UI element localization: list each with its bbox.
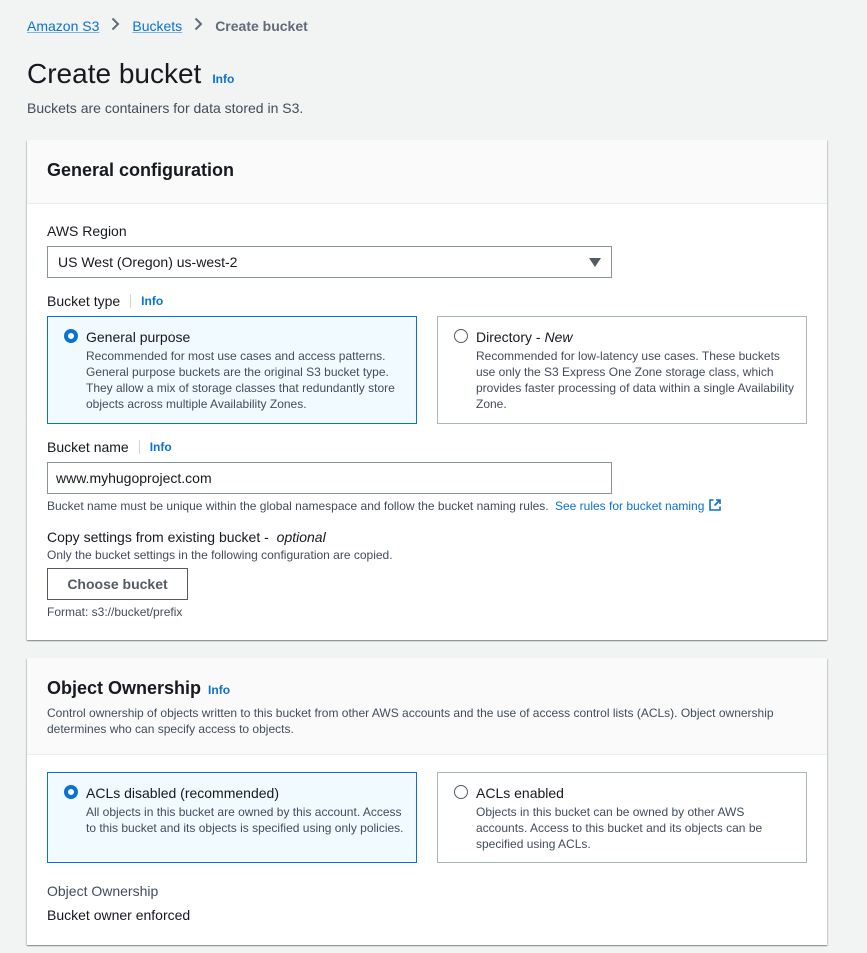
acls-disabled-title: ACLs disabled (recommended) <box>86 785 279 801</box>
bucket-name-info-link[interactable]: Info <box>149 440 172 454</box>
general-purpose-title-text: General purpose <box>86 329 191 345</box>
bucket-name-label <box>47 439 172 455</box>
general-purpose-radio[interactable] <box>64 329 78 343</box>
acls-enabled-radio[interactable] <box>454 785 468 799</box>
page-title-text: Create bucket <box>27 58 202 89</box>
acls-disabled-desc: All objects in this bucket are owned by this account. Access to this bucket and its objects is specified using only policies. <box>86 805 404 835</box>
page-info-link[interactable]: Info <box>212 72 235 86</box>
page-description: Buckets are containers for data stored in S3. <box>27 100 304 116</box>
general-configuration-panel <box>27 140 827 640</box>
object-ownership-panel <box>27 658 827 945</box>
general-configuration-title: General configuration <box>47 160 235 180</box>
bucket-naming-rules-link[interactable] <box>555 499 704 513</box>
object-ownership-title-text: Object Ownership <box>47 678 202 698</box>
breadcrumb-amazon-s3[interactable]: Amazon S3 <box>27 17 100 34</box>
general-configuration-header <box>27 140 827 204</box>
copy-settings-hint: Only the bucket settings in the following configuration are copied. <box>47 548 393 562</box>
copy-settings-label <box>47 529 326 545</box>
object-ownership-header <box>27 658 827 755</box>
directory-title-text: Directory - <box>476 329 545 345</box>
bucket-name-input[interactable] <box>47 462 612 494</box>
breadcrumb-current: Create bucket <box>215 17 308 34</box>
page-title <box>27 58 234 90</box>
object-ownership-description: Control ownership of objects written to this bucket from other AWS accounts and the use of access control lists (ACLs). Object ownership determines who can specify access to objects. <box>47 706 774 736</box>
acls-disabled-radio[interactable] <box>64 785 78 799</box>
bucket-type-directory-tile[interactable] <box>437 316 807 424</box>
label-divider <box>139 440 140 454</box>
bucket-name-hint <box>47 498 722 515</box>
acls-disabled-tile[interactable] <box>47 772 417 863</box>
bucket-type-info-link[interactable]: Info <box>141 294 164 308</box>
acls-enabled-tile[interactable] <box>437 772 807 863</box>
aws-region-value: US West (Oregon) us-west-2 <box>58 254 238 270</box>
object-ownership-summary-value: Bucket owner enforced <box>47 907 191 923</box>
bucket-naming-rules-link-text: See rules for bucket naming <box>554 499 705 513</box>
external-link-icon[interactable] <box>708 498 722 515</box>
directory-title <box>476 328 794 346</box>
bucket-type-label-text: Bucket type <box>47 293 121 309</box>
object-ownership-summary-label: Object Ownership <box>47 883 159 899</box>
bucket-name-label-text: Bucket name <box>47 439 129 455</box>
aws-region-select[interactable] <box>47 246 612 278</box>
copy-settings-label-text: Copy settings from existing bucket - <box>47 529 273 545</box>
bucket-type-general-purpose-tile[interactable] <box>47 316 417 424</box>
object-ownership-title <box>47 678 807 699</box>
aws-region-label <box>47 223 127 239</box>
choose-bucket-button[interactable]: Choose bucket <box>47 568 188 600</box>
caret-down-icon <box>589 258 601 267</box>
copy-settings-optional: optional <box>276 529 326 545</box>
directory-new-badge: New <box>544 329 573 345</box>
general-purpose-desc: Recommended for most use cases and access patterns. General purpose buckets are the original S3 bucket type. They allow a mix of storage classes that redundantly store objects across multiple Availability Zones. <box>86 349 395 411</box>
bucket-type-label <box>47 293 163 309</box>
chevron-right-icon <box>194 17 203 34</box>
bucket-name-hint-text: Bucket name must be unique within the global namespace and follow the bucket naming rules. <box>47 499 549 513</box>
breadcrumb-buckets[interactable]: Buckets <box>132 17 183 34</box>
breadcrumb <box>27 17 308 34</box>
format-hint: Format: s3://bucket/prefix <box>47 605 183 619</box>
chevron-right-icon <box>111 17 120 34</box>
aws-region-label-text: AWS Region <box>47 223 127 239</box>
label-divider <box>130 294 131 308</box>
object-ownership-info-link[interactable]: Info <box>208 683 231 697</box>
directory-desc: Recommended for low-latency use cases. These buckets use only the S3 Express One Zone storage class, which provides faster processing of data within a single Availability Zone. <box>476 349 794 411</box>
general-purpose-title <box>86 328 404 346</box>
acls-enabled-title: ACLs enabled <box>476 785 564 801</box>
directory-radio[interactable] <box>454 329 468 343</box>
acls-enabled-desc: Objects in this bucket can be owned by other AWS accounts. Access to this bucket and its objects can be specified using ACLs. <box>476 805 763 851</box>
